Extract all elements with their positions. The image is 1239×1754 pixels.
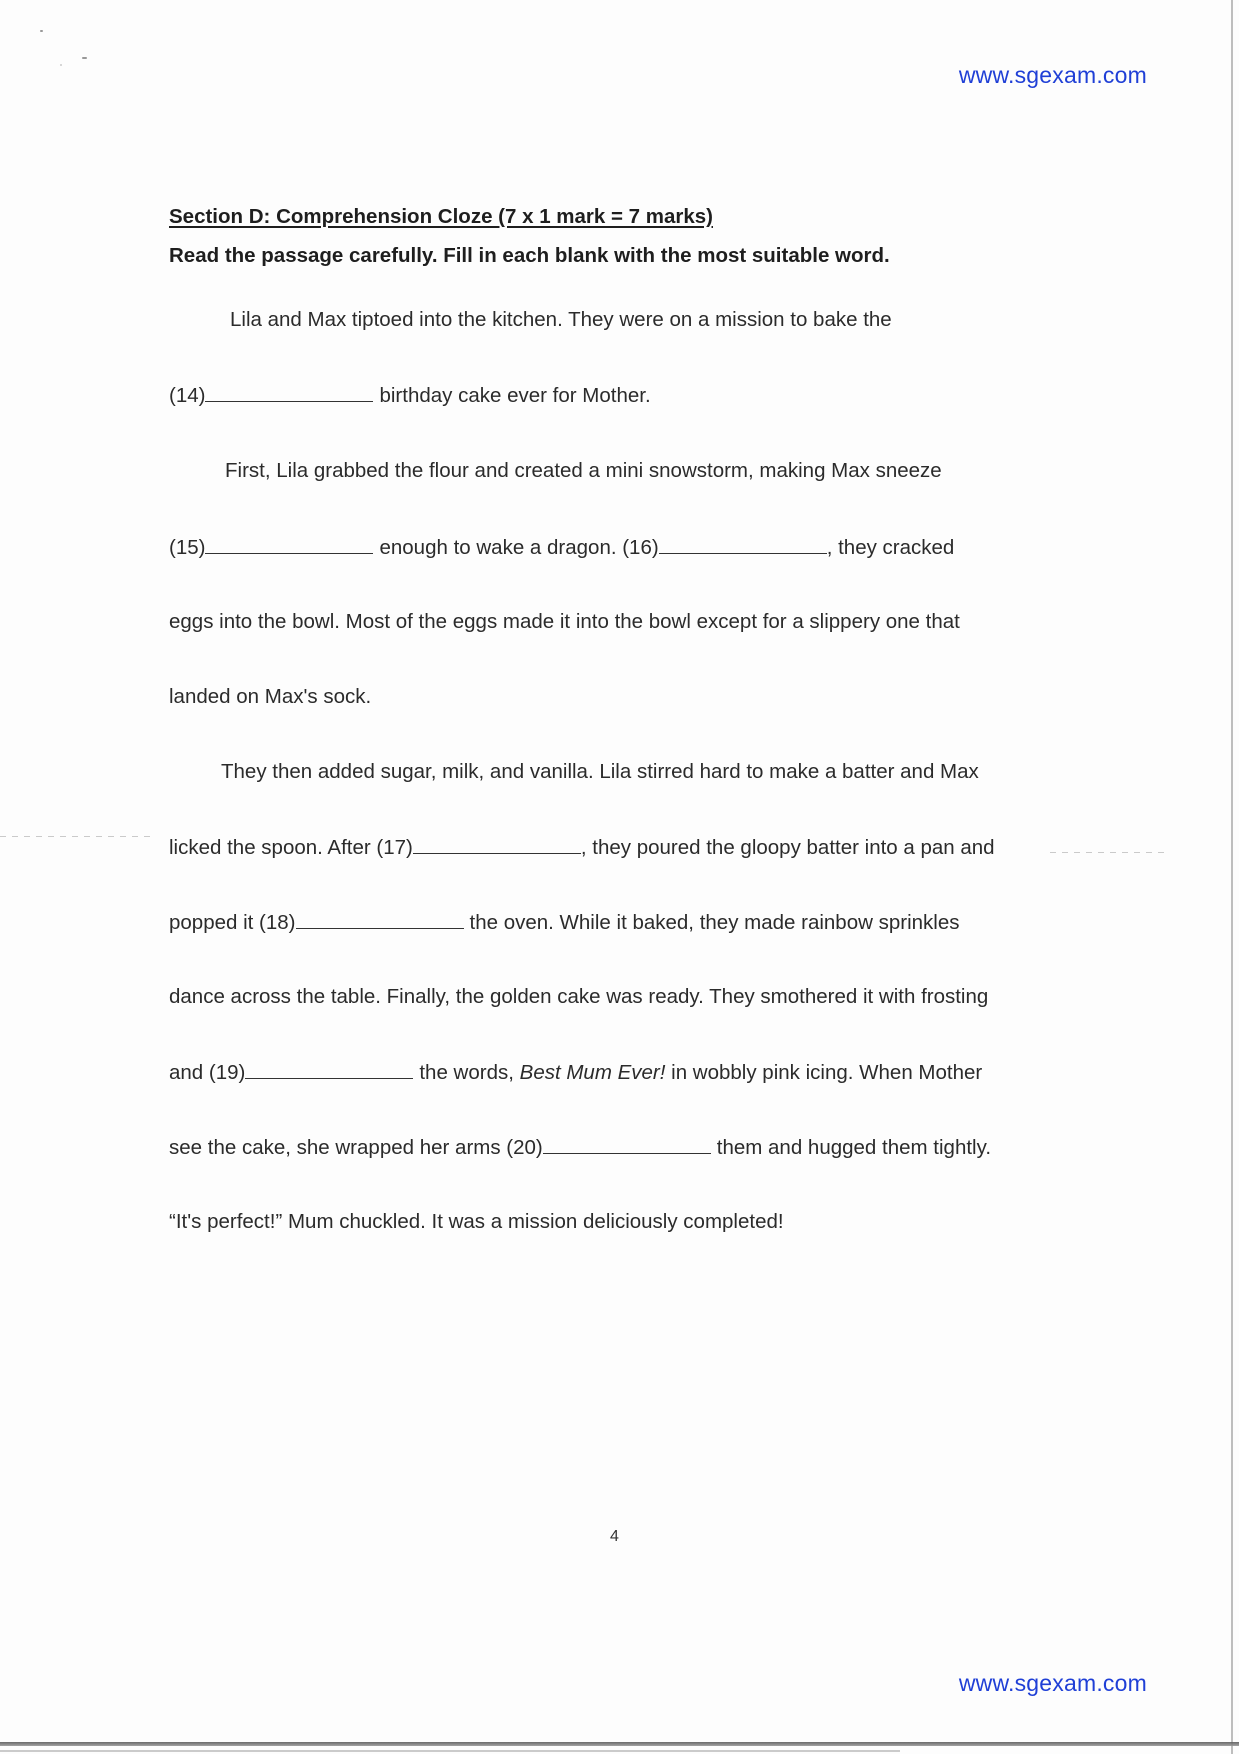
passage-italic-text: Best Mum Ever! [519,1061,666,1084]
blank-18[interactable] [296,910,464,929]
passage-text: , they poured the gloopy batter into a pan and [580,836,995,859]
section-title: Section D: Comprehension Cloze (7 x 1 mark = 7 marks) [169,205,713,228]
passage-text: them and hugged them tightly. [716,1136,992,1159]
blank-15[interactable] [205,535,373,554]
blank-20[interactable] [543,1135,711,1154]
passage-line-7: They then added sugar, milk, and vanilla. Lila stirred hard to make a batter and Max [221,760,979,783]
passage-text: in wobbly pink icing. When Mother [665,1061,983,1084]
section-instructions: Read the passage carefully. Fill in each blank with the most suitable word. [169,244,890,267]
scan-edge-right [1231,0,1233,1754]
header-website: www.sgexam.com [958,62,1147,88]
question-number-14: (14) [169,384,206,407]
passage-line-1: Lila and Max tiptoed into the kitchen. They were on a mission to bake the [230,308,892,331]
scan-speck [40,30,43,32]
blank-16[interactable] [659,535,827,554]
passage-line-12 [169,1135,991,1160]
passage-text: , they cracked [826,536,955,559]
page-number: 4 [610,1528,619,1545]
question-number-18: popped it (18) [169,911,296,934]
passage-line-3: First, Lila grabbed the flour and created a mini snowstorm, making Max sneeze [225,459,942,482]
passage-line-2 [169,383,651,408]
passage-text: see the cake, she wrapped her arms (20) [169,1136,543,1159]
passage-line-4 [169,535,954,560]
passage-text: the oven. While it baked, they made rainbow sprinkles [469,911,960,934]
passage-line-11 [169,1060,982,1085]
passage-text: licked the spoon. After (17) [169,836,413,859]
passage-text: enough to wake a dragon. (16) [379,536,659,559]
passage-text: birthday cake ever for Mother. [379,384,651,407]
footer-website: www.sgexam.com [958,1670,1147,1696]
passage-line-5: eggs into the bowl. Most of the eggs made it into the bowl except for a slippery one that [169,610,960,633]
scan-dash-left [0,836,150,837]
scan-dash-right [1050,852,1170,853]
passage-line-13: “It's perfect!” Mum chuckled. It was a mission deliciously completed! [169,1210,784,1233]
scan-edge-bottom [0,1742,1239,1746]
scan-speck [60,64,62,66]
passage-line-8 [169,835,995,860]
passage-text: the words, [419,1061,520,1084]
blank-17[interactable] [413,835,581,854]
passage-line-6: landed on Max's sock. [169,685,372,708]
scan-edge-bottom-faint [0,1750,900,1752]
question-number-15: (15) [169,536,206,559]
blank-14[interactable] [205,383,373,402]
blank-19[interactable] [245,1060,413,1079]
question-number-19: and (19) [169,1061,246,1084]
passage-line-10: dance across the table. Finally, the golden cake was ready. They smothered it with frosting [169,985,989,1008]
scan-speck [82,57,87,59]
passage-line-9 [169,910,960,935]
